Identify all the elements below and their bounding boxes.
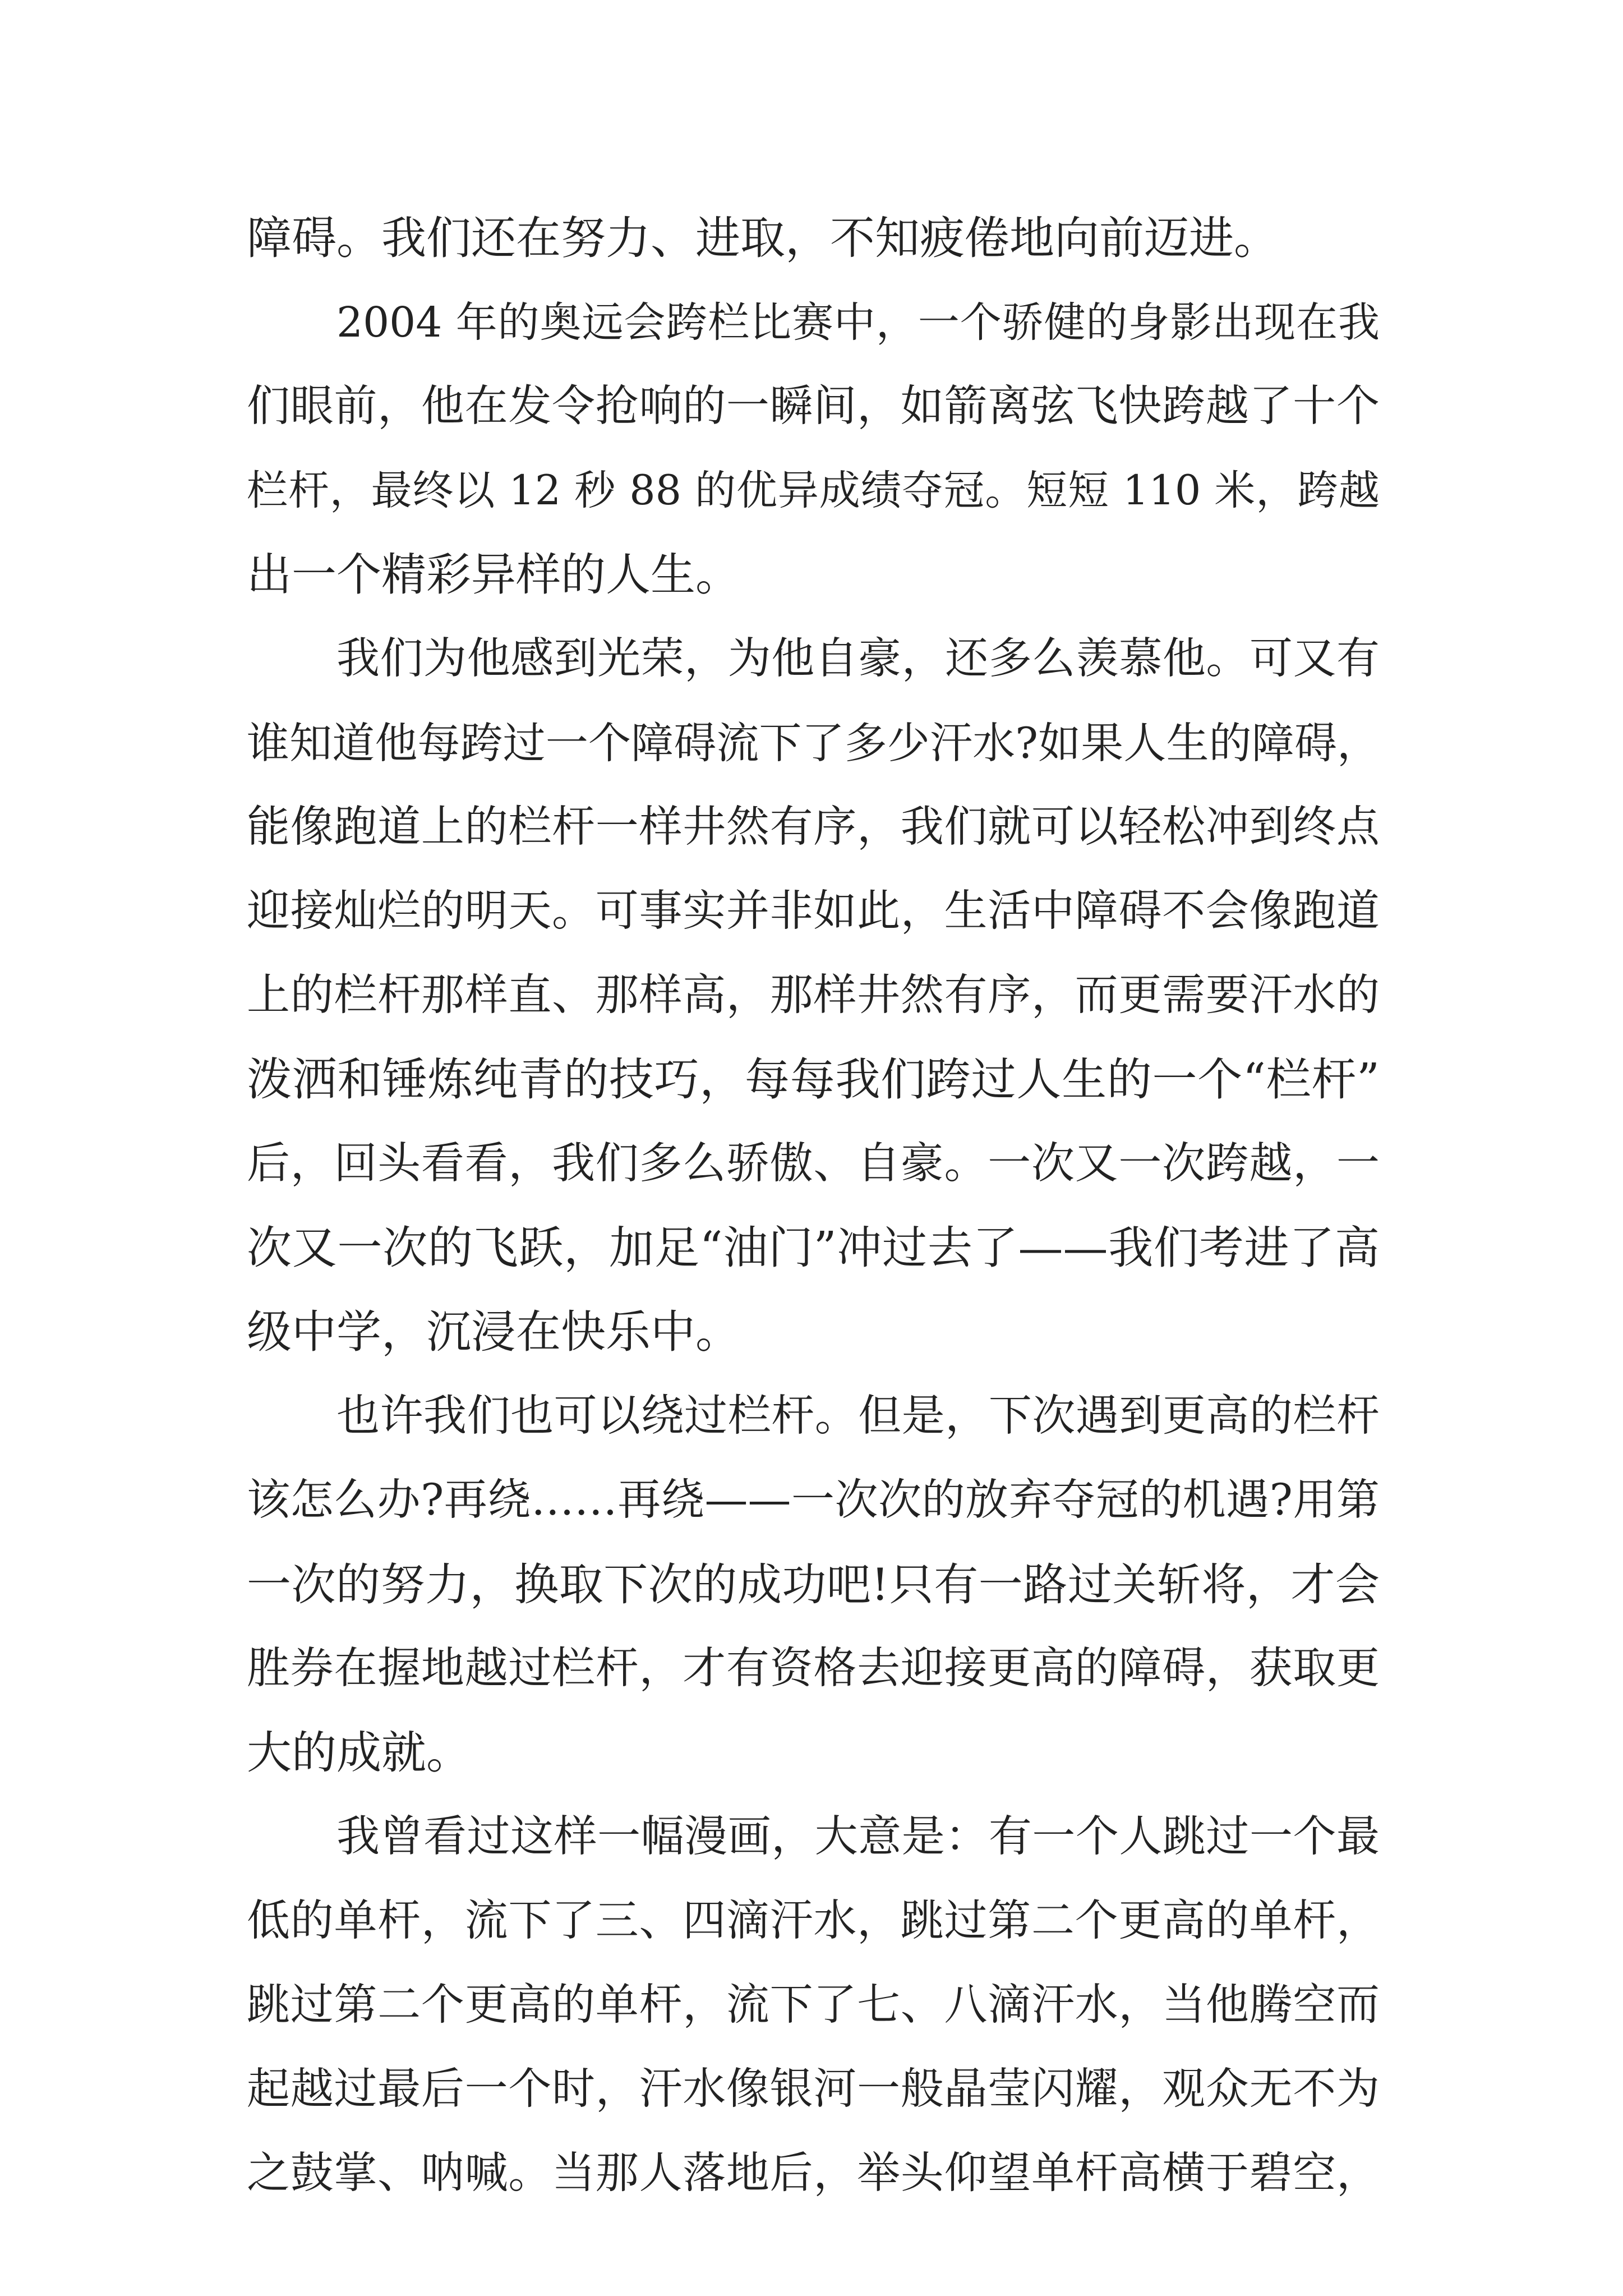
text-line: 出一个精彩异样的人生。 — [247, 549, 740, 601]
text-line: 能像跑道上的栏杆一样井然有序，我们就可以轻松冲到终点 — [247, 802, 1380, 852]
text-line: 障碍。我们还在努力、进取，不知疲倦地向前迈进。 — [247, 212, 1279, 264]
document-body — [247, 196, 1380, 2216]
text-line: 起越过最后一个时，汗水像银河一般晶莹闪耀，观众无不为 — [247, 2064, 1380, 2114]
text-line: 之鼓掌、呐喊。当那人落地后，举头仰望单杆高横于碧空， — [247, 2148, 1380, 2198]
text-line: 我曾看过这样一幅漫画，大意是：有一个人跳过一个最 — [336, 1812, 1380, 1862]
text-line: 该怎么办?再绕……再绕——一次次的放弃夺冠的机遇?用第 — [247, 1475, 1380, 1525]
text-line: 也许我们也可以绕过栏杆。但是，下次遇到更高的栏杆 — [336, 1391, 1380, 1441]
text-line: 次又一次的飞跃，加足“油门”冲过去了——我们考进了高 — [247, 1222, 1380, 1274]
text-line: 大的成就。 — [247, 1727, 471, 1779]
text-line: 跳过第二个更高的单杆，流下了七、八滴汗水，当他腾空而 — [247, 1980, 1380, 2030]
text-line: 谁知道他每跨过一个障碍流下了多少汗水?如果人生的障碍， — [247, 718, 1380, 768]
text-line: 后，回头看看，我们多么骄傲、自豪。一次又一次跨越，一 — [247, 1139, 1380, 1189]
text-line: 我们为他感到光荣，为他自豪，还多么羡慕他。可又有 — [336, 634, 1380, 684]
text-line: 低的单杆，流下了三、四滴汗水，跳过第二个更高的单杆， — [247, 1896, 1380, 1946]
text-line: 级中学，沉浸在快乐中。 — [247, 1306, 740, 1358]
text-line: 一次的努力，换取下次的成功吧!只有一路过关斩将，才会 — [247, 1559, 1380, 1611]
text-line: 栏杆，最终以 12 秒 88 的优异成绩夺冠。短短 110 米，跨越 — [247, 467, 1380, 514]
text-line: 上的栏杆那样直、那样高，那样井然有序，而更需要汗水的 — [247, 970, 1380, 1020]
text-line: 迎接灿烂的明天。可事实并非如此，生活中障碍不会像跑道 — [247, 886, 1380, 936]
text-line: 们眼前，他在发令抢响的一瞬间，如箭离弦飞快跨越了十个 — [247, 381, 1380, 431]
text-line: 2004 年的奥远会跨栏比赛中，一个骄健的身影出现在我 — [336, 298, 1380, 347]
text-line: 胜券在握地越过栏杆，才有资格去迎接更高的障碍，获取更 — [247, 1644, 1380, 1694]
text-line: 泼洒和锤炼纯青的技巧，每每我们跨过人生的一个“栏杆” — [247, 1053, 1380, 1106]
